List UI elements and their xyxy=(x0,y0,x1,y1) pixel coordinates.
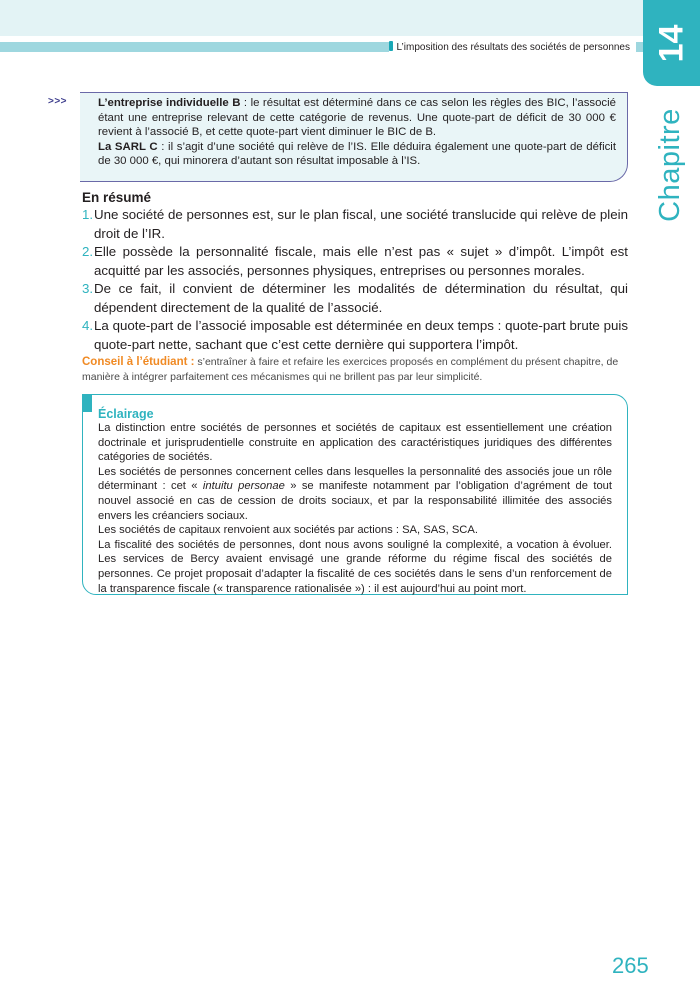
eclairage-paragraph: Les sociétés de capitaux renvoient aux sociétés par actions : SA, SAS, SCA. xyxy=(98,524,478,537)
example-paragraph-b: L’entreprise individuelle B : le résultat est déterminé dans ce cas selon les règles des BIC, l’associé étant une entreprise relevant de cette catégorie de revenus. Une quote-part de déficit de 30 000 € revient à l’associé B, et cette quote-part vient diminuer le BIC de B. xyxy=(98,97,616,139)
eclairage-paragraph: La distinction entre sociétés de personnes et sociétés de capitaux est essentiellement une création doctrinale et jurisprudentielle construite en application des caractéristiques juridiques des différentes catégories de sociétés. xyxy=(98,422,612,464)
eclairage-paragraph: Les sociétés de personnes concernent celles dans lesquelles la personnalité des associés joue un rôle déterminant : cet « intuitu personae » se manifeste notamment par l’obligation d’agrément de tout nouvel associé en cas de cession de droits sociaux, et par la responsabilité illimitée des associés envers les créanciers sociaux. xyxy=(98,465,612,522)
top-band xyxy=(0,0,700,36)
student-advice xyxy=(82,355,628,384)
eclairage-body xyxy=(98,421,612,596)
summary-item: 4. La quote-part de l’associé imposable est déterminée en deux temps : quote-part brute puis quote-part nette, sachant que c’est cette dernière qui supportera l’impôt. xyxy=(82,318,628,352)
summary-list xyxy=(82,206,628,354)
header-marker-icon xyxy=(389,41,393,51)
eclairage-title: Éclairage xyxy=(98,407,154,421)
chapter-label: Chapitre xyxy=(654,108,686,222)
advice-label: Conseil à l’étudiant : xyxy=(82,356,195,368)
eclairage-tab xyxy=(82,394,92,412)
summary-item: 3. De ce fait, il convient de déterminer les modalités de détermination du résultat, qui dépendent directement de la qualité de l’associé. xyxy=(82,281,628,315)
summary-item: 1. Une société de personnes est, sur le plan fiscal, une société translucide qui relève de plein droit de l’IR. xyxy=(82,207,628,241)
chapter-number-text: 14 xyxy=(651,24,690,62)
summary-item: 2. Elle possède la personnalité fiscale, mais elle n’est pas « sujet » d’impôt. L’impôt est acquitté par les associés, personnes physiques, entreprises ou personnes morales. xyxy=(82,244,628,278)
advice-text: s’entraîner à faire et refaire les exercices proposés en complément du présent chapitre, de manière à intégrer parfaitement ces mécanismes qui ne brillent pas par leur simplicité. xyxy=(82,356,619,383)
eclairage-paragraph: La fiscalité des sociétés de personnes, dont nous avons souligné la complexité, a vocation à évoluer. Les services de Bercy avaient envisagé une grande réforme du régime fiscal des sociétés de personnes. Ce projet proposait d’adapter la fiscalité de ces sociétés dans le sens d’un renforcement de la transparence fiscale (« transparence rationalisée ») : il est aujourd’hui au point mort. xyxy=(98,538,612,595)
running-header xyxy=(389,41,636,53)
page-number: 265 xyxy=(612,953,649,978)
running-title: L’imposition des résultats des sociétés de personnes xyxy=(396,42,630,53)
chapter-number xyxy=(643,0,700,86)
example-paragraph-c: La SARL C : il s’agit d’une société qui relève de l’IS. Elle déduira également une quote-part de déficit de 30 000 €, qui minorera d’autant son résultat imposable à l’IS. xyxy=(98,140,617,168)
example-box-text xyxy=(98,96,616,169)
example-marker-icon: >>> xyxy=(48,96,68,107)
summary-title: En résumé xyxy=(82,190,152,205)
